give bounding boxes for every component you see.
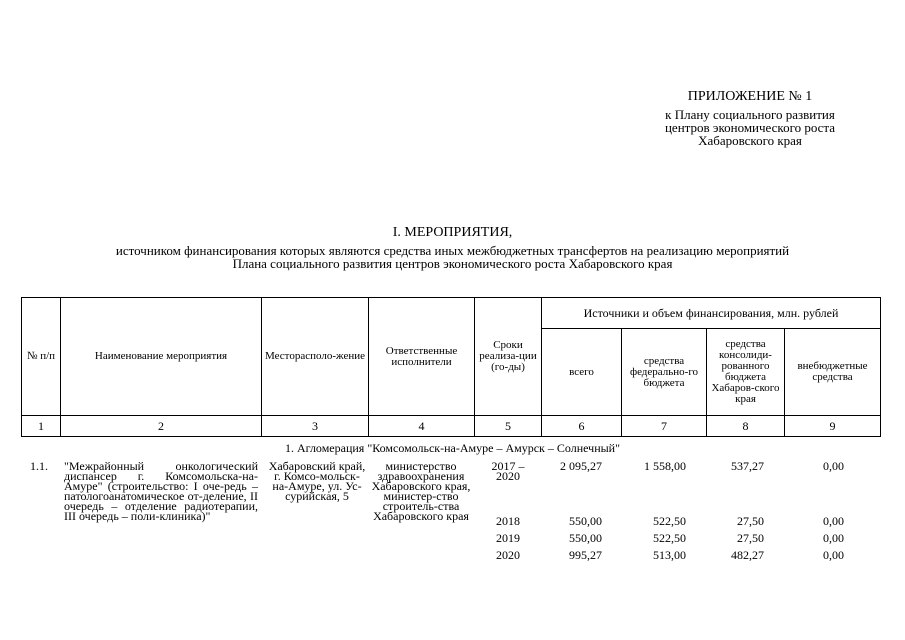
header-location: Месторасполо-жение — [262, 298, 369, 416]
column-number: 5 — [475, 416, 542, 437]
column-number: 2 — [61, 416, 262, 437]
header-num: № п/п — [22, 298, 61, 416]
subtitle-line: Плана социального развития центров экономического роста Хабаровского края — [232, 256, 673, 271]
header-funding-group: Источники и объем финансирования, млн. рублей — [542, 298, 881, 329]
value-offbudget: 0,00 — [823, 548, 844, 562]
value-total: 550,00 — [569, 531, 602, 545]
column-number: 9 — [785, 416, 881, 437]
value-federal: 522,50 — [653, 514, 686, 528]
column-number: 4 — [369, 416, 475, 437]
column-number: 3 — [262, 416, 369, 437]
agglomeration-heading: 1. Агломерация "Комсомольск-на-Амуре – Амурск – Солнечный" — [284, 441, 621, 455]
header-total: всего — [542, 329, 622, 416]
column-number: 1 — [22, 416, 61, 437]
column-number: 7 — [622, 416, 707, 437]
value-consolidated: 27,50 — [737, 514, 764, 528]
period-year: 2020 — [496, 548, 520, 562]
header-offbudget: внебюджетные средства — [785, 329, 881, 416]
project-location: Хабаровский край, г. Комсо-мольск-на-Амуре, ул. Ус-сурийская, 5 — [268, 459, 366, 503]
value-consolidated: 27,50 — [737, 531, 764, 545]
header-federal: средства федерально-го бюджета — [622, 329, 707, 416]
value-federal: 522,50 — [653, 531, 686, 545]
column-number: 6 — [542, 416, 622, 437]
row-number: 1.1. — [30, 459, 48, 473]
period-year: 2019 — [496, 531, 520, 545]
value-offbudget: 0,00 — [823, 459, 844, 473]
period-year: 2018 — [496, 514, 520, 528]
value-total: 995,27 — [569, 548, 602, 562]
column-number: 8 — [707, 416, 785, 437]
header-consolidated: средства консолиди-рованного бюджета Хабаров-ского края — [707, 329, 785, 416]
funding-table-header — [21, 297, 881, 437]
appendix-block — [640, 90, 860, 147]
period-year: 2017 – 2020 — [491, 459, 525, 483]
value-federal: 513,00 — [653, 548, 686, 562]
appendix-line: центров экономического роста — [664, 120, 836, 135]
value-federal: 1 558,00 — [644, 459, 686, 473]
appendix-line: к Плану социального развития — [665, 107, 835, 122]
value-offbudget: 0,00 — [823, 514, 844, 528]
value-offbudget: 0,00 — [823, 531, 844, 545]
header-terms: Сроки реализа-ции (го-ды) — [475, 298, 542, 416]
section-subtitle — [40, 244, 865, 270]
appendix-title: ПРИЛОЖЕНИЕ № 1 — [687, 89, 813, 104]
value-consolidated: 482,27 — [731, 548, 764, 562]
project-name: "Межрайонный онкологический диспансер г. Комсомольска-на-Амуре" (строительство: I оче-редь – патологоанатомическое от-деление, II очередь – отделение радиотерапии, III очередь – поли-клиника)" — [64, 459, 258, 523]
section-title: I. МЕРОПРИЯТИЯ, — [392, 225, 513, 240]
value-total: 550,00 — [569, 514, 602, 528]
project-executors: министерство здравоохранения Хабаровского края, министер-ство строитель-ства Хабаровского края — [371, 459, 471, 523]
value-total: 2 095,27 — [560, 459, 602, 473]
header-executors: Ответственные исполнители — [369, 298, 475, 416]
appendix-line: Хабаровского края — [698, 133, 802, 148]
value-consolidated: 537,27 — [731, 459, 764, 473]
header-name: Наименование мероприятия — [61, 298, 262, 416]
subtitle-line: источником финансирования которых являются средства иных межбюджетных трансфертов на реализацию мероприятий — [115, 243, 790, 258]
